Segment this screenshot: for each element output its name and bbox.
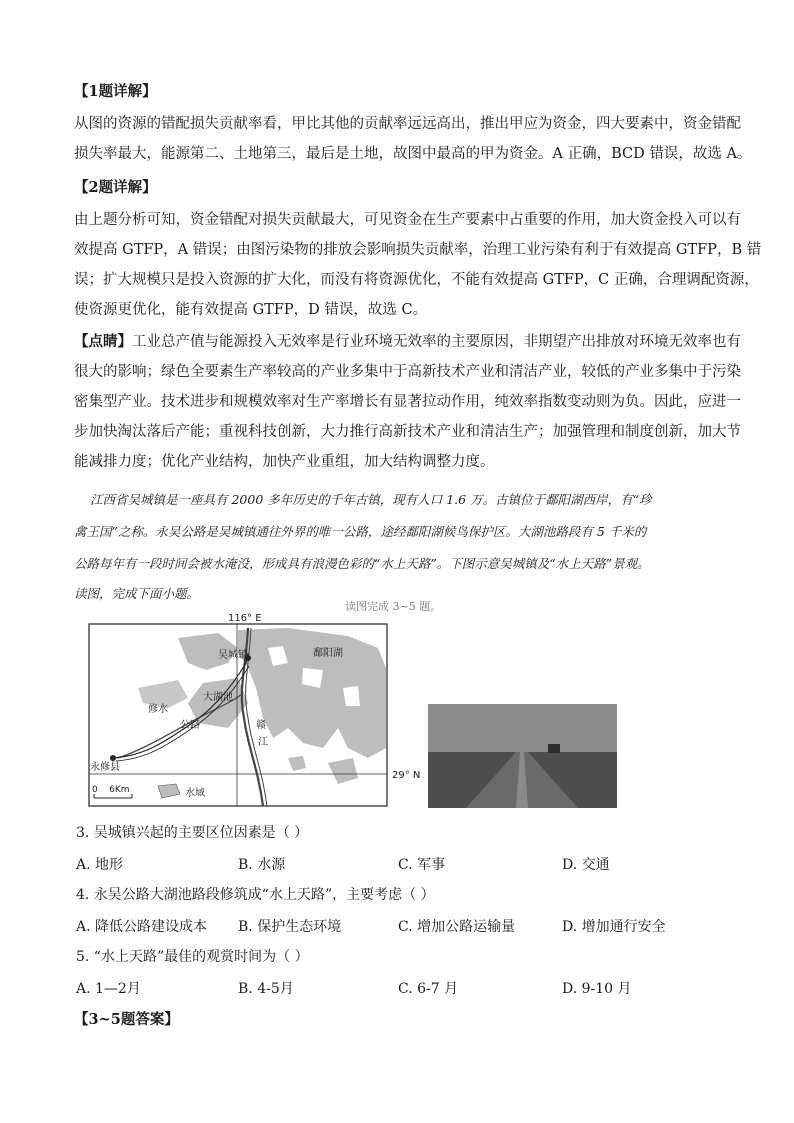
question-4-option-d[interactable]: D. 增加通行安全 [562,919,666,935]
section2-line-4: 使资源更优化，能有效提高 GTFP，D 错误，故选 C。 [74,302,428,318]
water-road-photo-svg [428,704,617,808]
section1-line-2: 损失率最大，能源第二、土地第三，最后是土地，故图中最高的甲为资金。A 正确，BCD 错误，故选 A。 [74,146,752,162]
label-xiushui: 修水 [148,704,168,715]
comment-line-5: 能减排力度；优化产业结构，加快产业重组，加大结构调整力度。 [74,454,495,470]
section2-line-3: 误；扩大规模只是投入资源的扩大化，而没有将资源优化，不能有效提高 GTFP，C 正确，合理调配资源， [74,272,759,288]
latitude-label: 29° N [392,770,421,781]
label-dahuchi: 大湖池 [203,692,233,703]
yongxiu-dot [110,755,116,761]
question-4-stem: 4. 永吴公路大湖池路段修筑成“水上天路”，主要考虑（ ） [76,887,435,903]
photo-pavilion [548,744,560,753]
question-4-option-a[interactable]: A. 降低公路建设成本 [76,919,208,935]
passage-line-2: 禽王国”之称。永吴公路是吴城镇通往外界的唯一公路，途经鄱阳湖候鸟保护区。大湖池路段有 5 千米的 [74,524,647,539]
comment-label: 【点睛】 [74,333,132,350]
longitude-label: 116° E [228,613,262,624]
section1-line-1: 从图的资源的错配损失贡献率看，甲比其他的贡献率远远高出，推出甲应为资金，四大要素中，资金错配 [74,116,741,132]
map-behind-text: 读图完成 3~5 题。 [345,600,442,613]
water-road-photo [428,704,617,808]
answer-heading: 【3~5题答案】 [74,1011,179,1028]
passage-line-1: 江西省吴城镇是一座具有 2000 多年历史的千年古镇，现有人口 1.6 万。古镇位于鄱阳湖西岸，有“珍 [90,492,652,507]
comment-line-2: 很大的影响；绿色全要素生产率较高的产业多集中于高新技术产业和清洁产业，较低的产业多集中于污染 [74,364,741,380]
island-3 [343,686,360,706]
comment-line-4: 步加快淘汰落后产能；重视科技创新，大力推行高新技术产业和清洁生产；加强管理和制度创新，加大节 [74,424,741,440]
legend-water-label: 水域 [185,788,205,799]
label-wucheng: 吴城镇 [218,650,248,661]
section2-line-1: 由上题分析可知，资金错配对损失贡献最大，可见资金在生产要素中占重要的作用，加大资金投入可以有 [74,212,741,228]
passage-line-3: 公路每年有一段时间会被水淹没，形成具有浪漫色彩的“水上天路”。下图示意吴城镇及“水上天路”景观。 [74,556,650,571]
passage-line-4: 读图，完成下面小题。 [74,586,200,601]
section2-heading: 【2题详解】 [74,179,157,196]
question-3-option-d[interactable]: D. 交通 [562,857,610,873]
question-5-option-b[interactable]: B. 4-5月 [238,981,294,997]
section2-line-2: 效提高 GTFP，A 错误；由图污染物的排放会影响损失贡献率，治理工业污染有利于有效提高 GTFP，B 错 [74,242,762,258]
label-yongxiu: 永修县 [90,762,120,773]
map-figure [88,608,388,808]
question-5-option-a[interactable]: A. 1—2月 [76,981,141,997]
question-5-option-d[interactable]: D. 9-10 月 [562,981,632,997]
question-4-option-b[interactable]: B. 保护生态环境 [238,919,342,935]
label-ganjiang-1: 赣 [256,720,266,731]
section1-heading: 【1题详解】 [74,83,157,100]
question-3-option-a[interactable]: A. 地形 [76,857,124,873]
scale-label: 0 6Km [92,785,130,795]
comment-line-3: 密集型产业。技术进步和规模效率对生产率增长有显著拉动作用，纯效率指数变动则为负。因此，应进一 [74,394,741,410]
label-gonglu: 公路 [180,720,200,731]
label-poyanghu: 鄱阳湖 [313,648,343,659]
label-ganjiang-2: 江 [258,737,268,748]
question-3-stem: 3. 吴城镇兴起的主要区位因素是（ ） [76,825,309,841]
question-3-option-b[interactable]: B. 水源 [238,857,286,873]
comment-text-1: 工业总产值与能源投入无效率是行业环境无效率的主要原因，非期望产出排放对环境无效率也有 [132,334,741,350]
question-5-option-c[interactable]: C. 6-7 月 [398,981,459,997]
question-3-option-c[interactable]: C. 军事 [398,857,446,873]
comment-line-1 [74,330,741,351]
photo-sky [428,704,617,752]
question-5-stem: 5. “水上天路”最佳的观赏时间为（ ） [76,949,309,965]
question-4-option-c[interactable]: C. 增加公路运输量 [398,919,516,935]
